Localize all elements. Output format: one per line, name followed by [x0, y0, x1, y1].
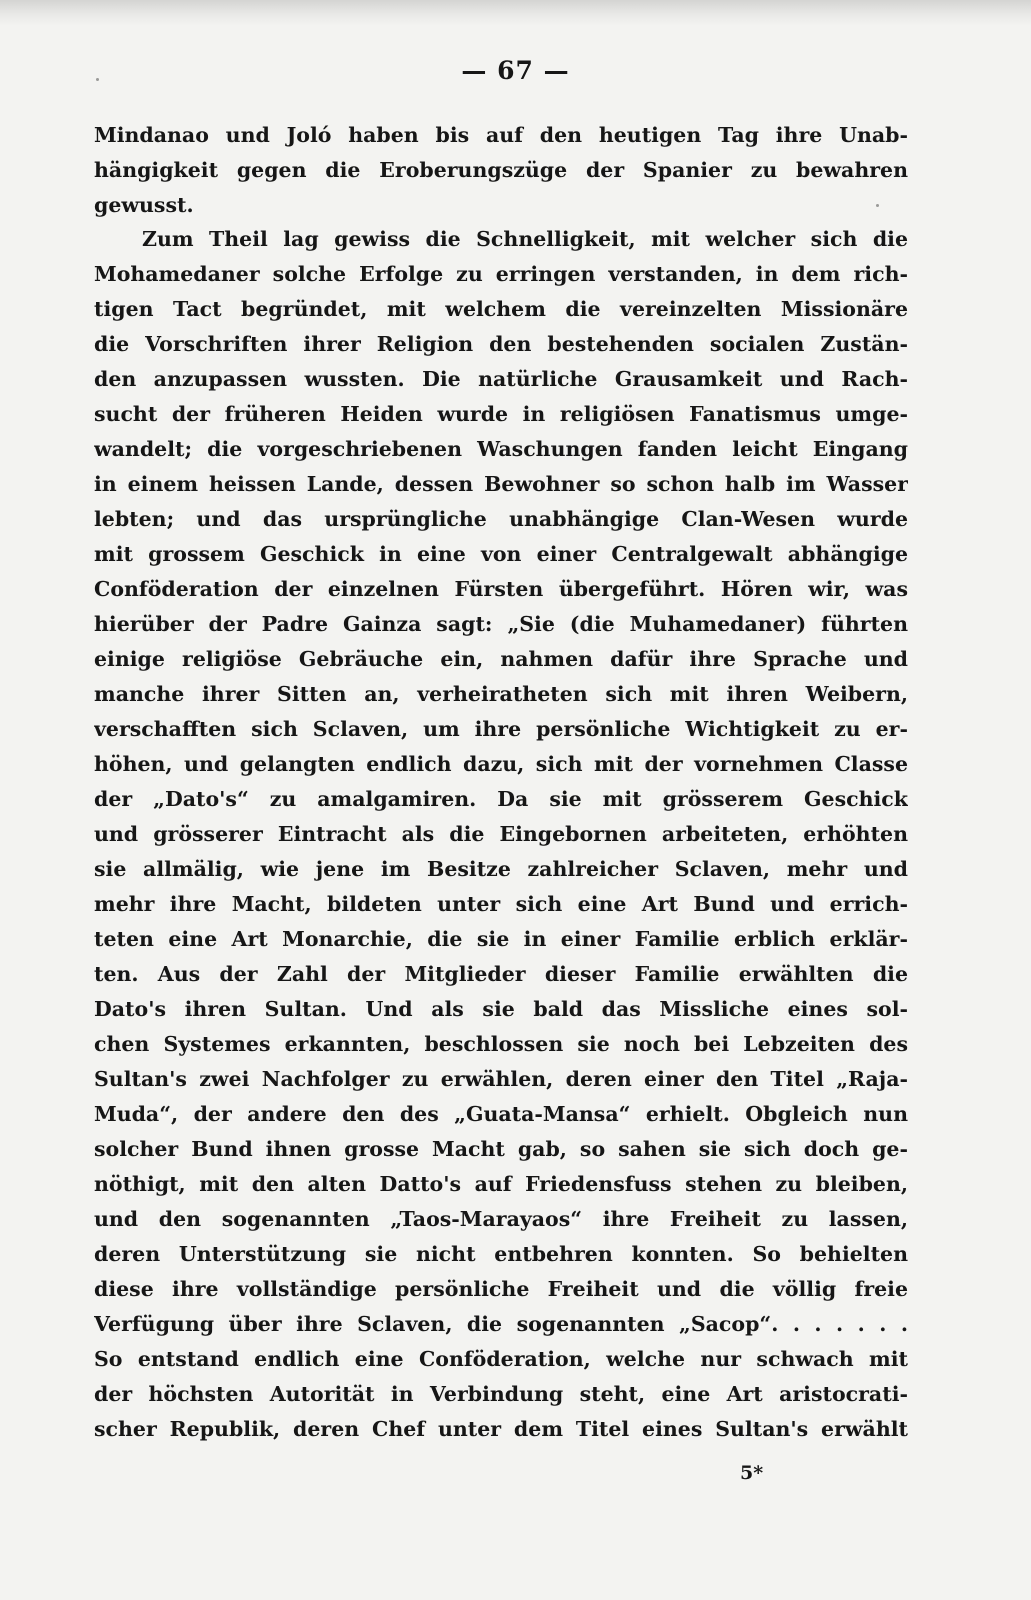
- paragraph-2: [94, 222, 908, 1447]
- text-line: diese ihre vollständige persönliche Freiheit und die völlig freie: [94, 1277, 908, 1301]
- text-line: lebten; und das ursprüngliche unabhängige Clan-Wesen wurde: [94, 507, 908, 531]
- text-line: Muda“, der andere den des „Guata-Mansa“ erhielt. Obgleich nun: [94, 1102, 908, 1126]
- text-line: scher Republik, deren Chef unter dem Titel eines Sultan's erwählt: [94, 1417, 908, 1441]
- text-line: den anzupassen wussten. Die natürliche Grausamkeit und Rach-: [94, 367, 908, 391]
- text-line: hängigkeit gegen die Eroberungszüge der Spanier zu bewahren: [94, 158, 908, 182]
- text-line: und den sogenannten „Taos-Marayaos“ ihre Freiheit zu lassen,: [94, 1207, 908, 1231]
- text-line: solcher Bund ihnen grosse Macht gab, so sahen sie sich doch ge-: [94, 1137, 908, 1161]
- text-line: Conföderation der einzelnen Fürsten übergeführt. Hören wir, was: [94, 577, 908, 601]
- text-line: hierüber der Padre Gainza sagt: „Sie (die Muhamedaner) führten: [94, 612, 908, 636]
- text-line: manche ihrer Sitten an, verheiratheten sich mit ihren Weibern,: [94, 682, 908, 706]
- page-number: — 67 —: [461, 56, 570, 85]
- text-line: Mohamedaner solche Erfolge zu erringen verstanden, in dem rich-: [94, 262, 908, 286]
- text-line: mit grossem Geschick in eine von einer Centralgewalt abhängige: [94, 542, 908, 566]
- text-line: ten. Aus der Zahl der Mitglieder dieser Familie erwählten die: [94, 962, 908, 986]
- text-line: So entstand endlich eine Conföderation, welche nur schwach mit: [94, 1347, 908, 1371]
- text-line: Zum Theil lag gewiss die Schnelligkeit, mit welcher sich die: [142, 227, 908, 251]
- text-line: Verfügung über ihre Sclaven, die sogenannten „Sacop“. . . . . . .: [94, 1312, 908, 1336]
- paragraph-1: [94, 118, 908, 223]
- text-line: gewusst.: [94, 193, 194, 217]
- signature-mark: 5*: [740, 1462, 764, 1484]
- text-line: Sultan's zwei Nachfolger zu erwählen, deren einer den Titel „Raja-: [94, 1067, 908, 1091]
- text-line: tigen Tact begründet, mit welchem die vereinzelten Missionäre: [94, 297, 908, 321]
- text-line: wandelt; die vorgeschriebenen Waschungen fanden leicht Eingang: [94, 437, 908, 461]
- text-line: Mindanao und Joló haben bis auf den heutigen Tag ihre Unab-: [94, 123, 908, 147]
- text-line: sucht der früheren Heiden wurde in religiösen Fanatismus umge-: [94, 402, 908, 426]
- text-line: nöthigt, mit den alten Datto's auf Friedensfuss stehen zu bleiben,: [94, 1172, 908, 1196]
- text-line: höhen, und gelangten endlich dazu, sich mit der vornehmen Classe: [94, 752, 908, 776]
- text-line: teten eine Art Monarchie, die sie in einer Familie erblich erklär-: [94, 927, 908, 951]
- text-line: verschafften sich Sclaven, um ihre persönliche Wichtigkeit zu er-: [94, 717, 908, 741]
- text-line: mehr ihre Macht, bildeten unter sich eine Art Bund und errich-: [94, 892, 908, 916]
- text-line: chen Systemes erkannten, beschlossen sie noch bei Lebzeiten des: [94, 1032, 908, 1056]
- text-line: der höchsten Autorität in Verbindung steht, eine Art aristocrati-: [94, 1382, 908, 1406]
- scan-top-edge: [0, 0, 1031, 26]
- text-line: sie allmälig, wie jene im Besitze zahlreicher Sclaven, mehr und: [94, 857, 908, 881]
- text-line: Dato's ihren Sultan. Und als sie bald das Missliche eines sol-: [94, 997, 908, 1021]
- text-line: der „Dato's“ zu amalgamiren. Da sie mit grösserem Geschick: [94, 787, 908, 811]
- text-line: die Vorschriften ihrer Religion den bestehenden socialen Zustän-: [94, 332, 908, 356]
- text-line: einige religiöse Gebräuche ein, nahmen dafür ihre Sprache und: [94, 647, 908, 671]
- text-line: in einem heissen Lande, dessen Bewohner so schon halb im Wasser: [94, 472, 908, 496]
- text-line: und grösserer Eintracht als die Eingebornen arbeiteten, erhöhten: [94, 822, 908, 846]
- text-line: deren Unterstützung sie nicht entbehren konnten. So behielten: [94, 1242, 908, 1266]
